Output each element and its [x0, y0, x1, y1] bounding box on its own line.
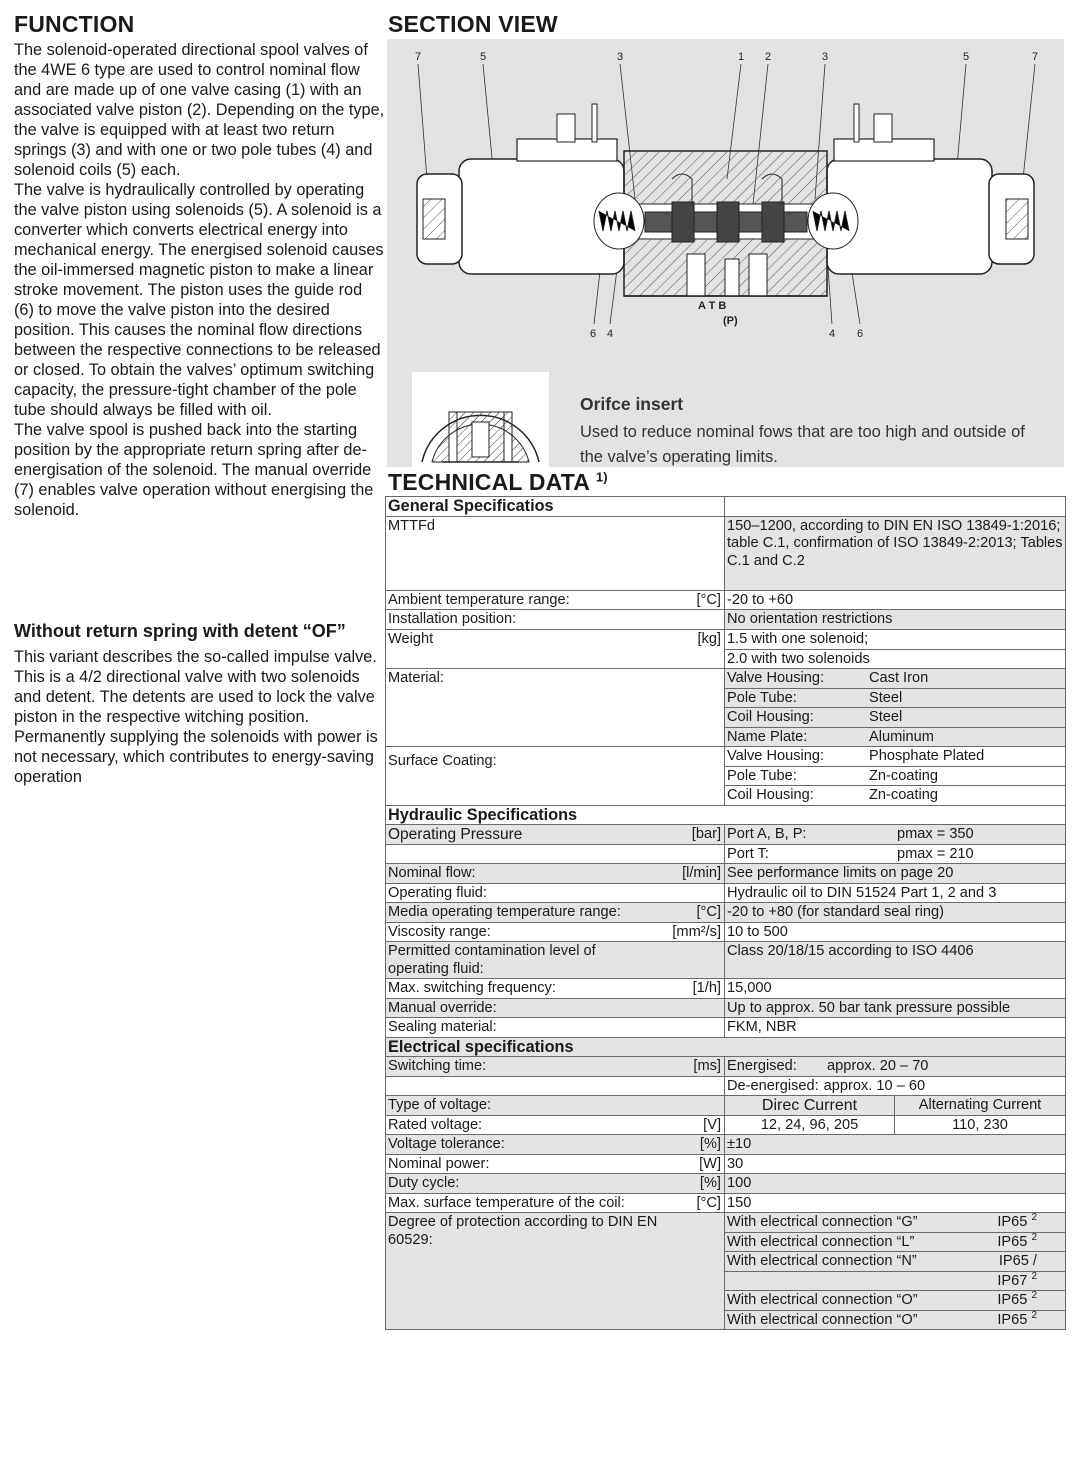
material-value: Steel	[869, 689, 903, 706]
op-pressure-unit: [bar]	[691, 826, 721, 842]
coating-key: Valve Housing:	[727, 748, 825, 764]
table-row	[386, 1057, 1066, 1077]
detent-paragraph: Permanently supplying the solenoids with power is not necessary, which contributes to energy-saving operation	[14, 728, 378, 786]
surface-temp-label: Max. surface temperature of the coil:	[388, 1194, 625, 1211]
install-label: Installation position:	[386, 610, 725, 630]
viscosity-label: Viscosity range:	[388, 923, 491, 940]
switch-time-unit: [ms]	[693, 1058, 721, 1074]
contam-value: Class 20/18/15 according to ISO 4406	[725, 942, 1066, 979]
function-paragraph: The solenoid-operated directional spool valves of the 4WE 6 type are used to control nominal flow and are made up of one valve casing (1) with an associated valve piston (2). Depending on the type, the valve is equipped with at least two return springs (3) and with one or two pole tubes (4) and solenoid coils (5) each.	[14, 41, 385, 179]
protection-key: With electrical connection “O”	[727, 1292, 918, 1308]
rated-unit: [V]	[703, 1116, 721, 1133]
orifice-title: Orifce insert	[580, 394, 684, 414]
fluid-value: Hydraulic oil to DIN 51524 Part 1, 2 and 3	[725, 883, 1066, 903]
material-value: Cast Iron	[869, 670, 929, 686]
callout-7-right: 7	[1032, 51, 1039, 63]
table-row	[386, 942, 1066, 979]
callout-7-left: 7	[415, 51, 422, 63]
protection-footnote: 2	[1031, 1212, 1037, 1224]
material-value: Steel	[869, 709, 903, 725]
nominal-flow-unit: [l/min]	[682, 865, 721, 881]
protection-value: IP65	[997, 1292, 1028, 1308]
sealing-label: Sealing material:	[386, 1018, 725, 1038]
table-section-header	[386, 497, 1066, 517]
table-row	[386, 979, 1066, 999]
op-pressure-label: Operating Pressure	[388, 826, 523, 843]
hydraulic-header: Hydraulic Specifications	[386, 805, 1066, 825]
table-row	[386, 864, 1066, 884]
switch-freq-unit: [1/h]	[692, 980, 721, 996]
media-temp-unit: [°C]	[696, 904, 721, 920]
orifice-insert-image	[412, 372, 549, 467]
table-row	[386, 1193, 1066, 1213]
override-label: Manual override:	[386, 998, 725, 1018]
material-key: Pole Tube:	[727, 689, 797, 706]
callout-1: 1	[738, 51, 745, 63]
electrical-header: Electrical specifications	[386, 1037, 1066, 1057]
coating-key: Coil Housing:	[727, 787, 814, 803]
port-t-value: pmax = 210	[897, 845, 974, 862]
surface-temp-value: 150	[725, 1193, 1066, 1213]
media-temp-value: -20 to +80 (for standard seal ring)	[725, 903, 1066, 923]
material-value: Aluminum	[869, 728, 934, 745]
function-paragraph: The valve spool is pushed back into the starting position by the appropriate return spring after de-energisation of the solenoid. The manual override (7) enables valve operation without energising the solenoid.	[14, 421, 374, 519]
switch-freq-label: Max. switching frequency:	[388, 980, 556, 996]
table-row	[386, 669, 1066, 689]
rated-label: Rated voltage:	[388, 1116, 483, 1133]
install-value: No orientation restrictions	[725, 610, 1066, 630]
table-row	[386, 1018, 1066, 1038]
valve-section-drawing	[387, 39, 1064, 369]
technical-data-footnote-mark: 1)	[595, 469, 608, 485]
table-row	[386, 630, 1066, 650]
callout-3-left: 3	[617, 51, 624, 63]
switch-time-label: Switching time:	[388, 1058, 487, 1074]
material-key: Coil Housing:	[727, 709, 814, 725]
technical-data-title	[388, 469, 608, 496]
voltage-type-label: Type of voltage:	[386, 1096, 725, 1116]
power-label: Nominal power:	[388, 1155, 490, 1172]
technical-data-table	[385, 496, 1066, 1330]
section-view-title: SECTION VIEW	[388, 11, 558, 37]
port-abp-key: Port A, B, P:	[727, 826, 807, 842]
callout-2: 2	[765, 51, 772, 63]
orifice-insert-drawing	[412, 372, 549, 467]
function-text	[14, 40, 386, 520]
nominal-flow-label: Nominal flow:	[388, 865, 476, 881]
protection-value: IP65	[997, 1311, 1028, 1328]
port-labels: A T B	[698, 300, 727, 312]
port-abp-value: pmax = 350	[897, 826, 974, 842]
material-key: Name Plate:	[727, 728, 808, 745]
table-row	[386, 516, 1066, 590]
table-row	[386, 1213, 1066, 1233]
fluid-label: Operating fluid:	[386, 883, 725, 903]
ambient-value: -20 to +60	[725, 590, 1066, 610]
material-key: Valve Housing:	[727, 670, 825, 686]
protection-key: With electrical connection “G”	[727, 1214, 918, 1230]
callout-5-left: 5	[480, 51, 487, 63]
voltage-type-ac: Alternating Current	[895, 1096, 1066, 1116]
row-label	[386, 516, 725, 590]
override-value: Up to approx. 50 bar tank pressure possible	[725, 998, 1066, 1018]
tolerance-label: Voltage tolerance:	[388, 1136, 505, 1152]
energised-key: Energised:	[727, 1058, 797, 1074]
table-row	[386, 903, 1066, 923]
protection-value: IP65	[997, 1233, 1028, 1250]
callout-5-right: 5	[963, 51, 970, 63]
duty-unit: [%]	[699, 1175, 721, 1191]
duty-value: 100	[725, 1174, 1066, 1194]
table-row	[386, 1135, 1066, 1155]
port-t-key: Port T:	[727, 845, 769, 862]
coating-key: Pole Tube:	[727, 767, 797, 784]
protection-key: With electrical connection “N”	[727, 1253, 917, 1269]
media-temp-label: Media operating temperature range:	[388, 904, 621, 920]
table-row	[386, 1115, 1066, 1135]
protection-value: IP65	[997, 1214, 1028, 1230]
table-row	[386, 590, 1066, 610]
table-row	[386, 610, 1066, 630]
switch-freq-value: 15,000	[725, 979, 1066, 999]
power-value: 30	[725, 1154, 1066, 1174]
tolerance-unit: [%]	[699, 1136, 721, 1152]
technical-data-title-text: TECHNICAL DATA	[388, 469, 590, 495]
function-title: FUNCTION	[14, 11, 135, 37]
mttf-label: MTTFd	[388, 517, 436, 534]
protection-footnote: 2	[1031, 1270, 1037, 1282]
protection-value: IP67	[997, 1272, 1028, 1289]
voltage-type-dc: Direc Current	[725, 1096, 895, 1116]
viscosity-unit: [mm²/s]	[672, 923, 721, 940]
table-row	[386, 844, 1066, 864]
nominal-flow-value: See performance limits on page 20	[725, 864, 1066, 884]
protection-footnote: 2	[1031, 1231, 1037, 1243]
callout-6-right: 6	[857, 328, 864, 340]
deenergised-value: approx. 10 – 60	[823, 1077, 926, 1094]
protection-value: IP65 /	[998, 1253, 1037, 1269]
coating-label: Surface Coating:	[386, 747, 725, 806]
detent-title: Without return spring with detent “OF”	[14, 621, 346, 641]
ambient-label: Ambient temperature range:	[388, 591, 570, 608]
rated-ac: 110, 230	[895, 1115, 1066, 1135]
weight-label: Weight	[388, 631, 434, 647]
port-p-label: (P)	[723, 315, 738, 327]
table-row	[386, 747, 1066, 767]
table-row	[386, 1096, 1066, 1116]
protection-key: With electrical connection “L”	[727, 1233, 915, 1250]
sealing-value: FKM, NBR	[725, 1018, 1066, 1038]
table-row	[386, 922, 1066, 942]
coating-value: Phosphate Plated	[869, 748, 985, 764]
function-paragraph: The valve is hydraulically controlled by operating the valve piston using solenoids (5). A solenoid is a converter which converts electrical energy into mechanical energy. The energised solenoid causes the oil-immersed magnetic piston to make a linear stroke movement. The piston uses the guide rod (6) to move the valve piston into the desired position. This causes the nominal flow directions between the respective connections to be released or closed. To obtain the valves’ optimum switching capacity, the pressure-tight chamber of the pole tube should always be filled with oil.	[14, 181, 384, 419]
tolerance-value: ±10	[725, 1135, 1066, 1155]
weight-value-2: 2.0 with two solenoids	[725, 649, 1066, 669]
callout-6-left: 6	[590, 328, 597, 340]
coating-value: Zn-coating	[869, 767, 938, 784]
protection-key: With electrical connection “O”	[727, 1311, 918, 1328]
duty-label: Duty cycle:	[388, 1175, 460, 1191]
detent-text	[14, 647, 386, 787]
material-label: Material:	[386, 669, 725, 747]
callout-4-right: 4	[829, 328, 836, 340]
callout-3-right: 3	[822, 51, 829, 63]
rated-dc: 12, 24, 96, 205	[725, 1115, 895, 1135]
general-header: General Specificatios	[386, 497, 725, 517]
table-row	[386, 1076, 1066, 1096]
detent-paragraph: This variant describes the so-called impulse valve. This is a 4/2 directional valve with two solenoids and detent. The detents are used to lock the valve piston in the respective witching position.	[14, 648, 377, 726]
protection-footnote: 2	[1031, 1309, 1037, 1321]
callout-4-left: 4	[607, 328, 614, 340]
weight-value-1: 1.5 with one solenoid;	[725, 630, 1066, 650]
ambient-unit: [°C]	[696, 591, 721, 608]
coating-value: Zn-coating	[869, 787, 938, 803]
table-row	[386, 883, 1066, 903]
table-row	[386, 1174, 1066, 1194]
protection-footnote: 2	[1031, 1290, 1037, 1302]
table-section-header	[386, 805, 1066, 825]
surface-temp-unit: [°C]	[696, 1194, 721, 1211]
table-section-header	[386, 1037, 1066, 1057]
table-row	[386, 825, 1066, 845]
protection-label: Degree of protection according to DIN EN 60529:	[386, 1213, 725, 1330]
weight-unit: [kg]	[697, 631, 721, 647]
power-unit: [W]	[699, 1155, 721, 1172]
orifice-text: Used to reduce nominal fows that are too high and outside of the valve’s operating limits.	[580, 423, 1025, 466]
deenergised-key: De-energised:	[727, 1077, 819, 1094]
table-row	[386, 998, 1066, 1018]
mttf-value: 150–1200, according to DIN EN ISO 13849-1:2016; table C.1, confirmation of ISO 13849-2:2013; Tables C.1 and C.2	[725, 516, 1066, 590]
table-row	[386, 1154, 1066, 1174]
energised-value: approx. 20 – 70	[827, 1058, 929, 1074]
section-view-figure	[387, 39, 1064, 467]
viscosity-value: 10 to 500	[725, 922, 1066, 942]
contam-label: Permitted contamination level of operating fluid:	[386, 942, 725, 979]
